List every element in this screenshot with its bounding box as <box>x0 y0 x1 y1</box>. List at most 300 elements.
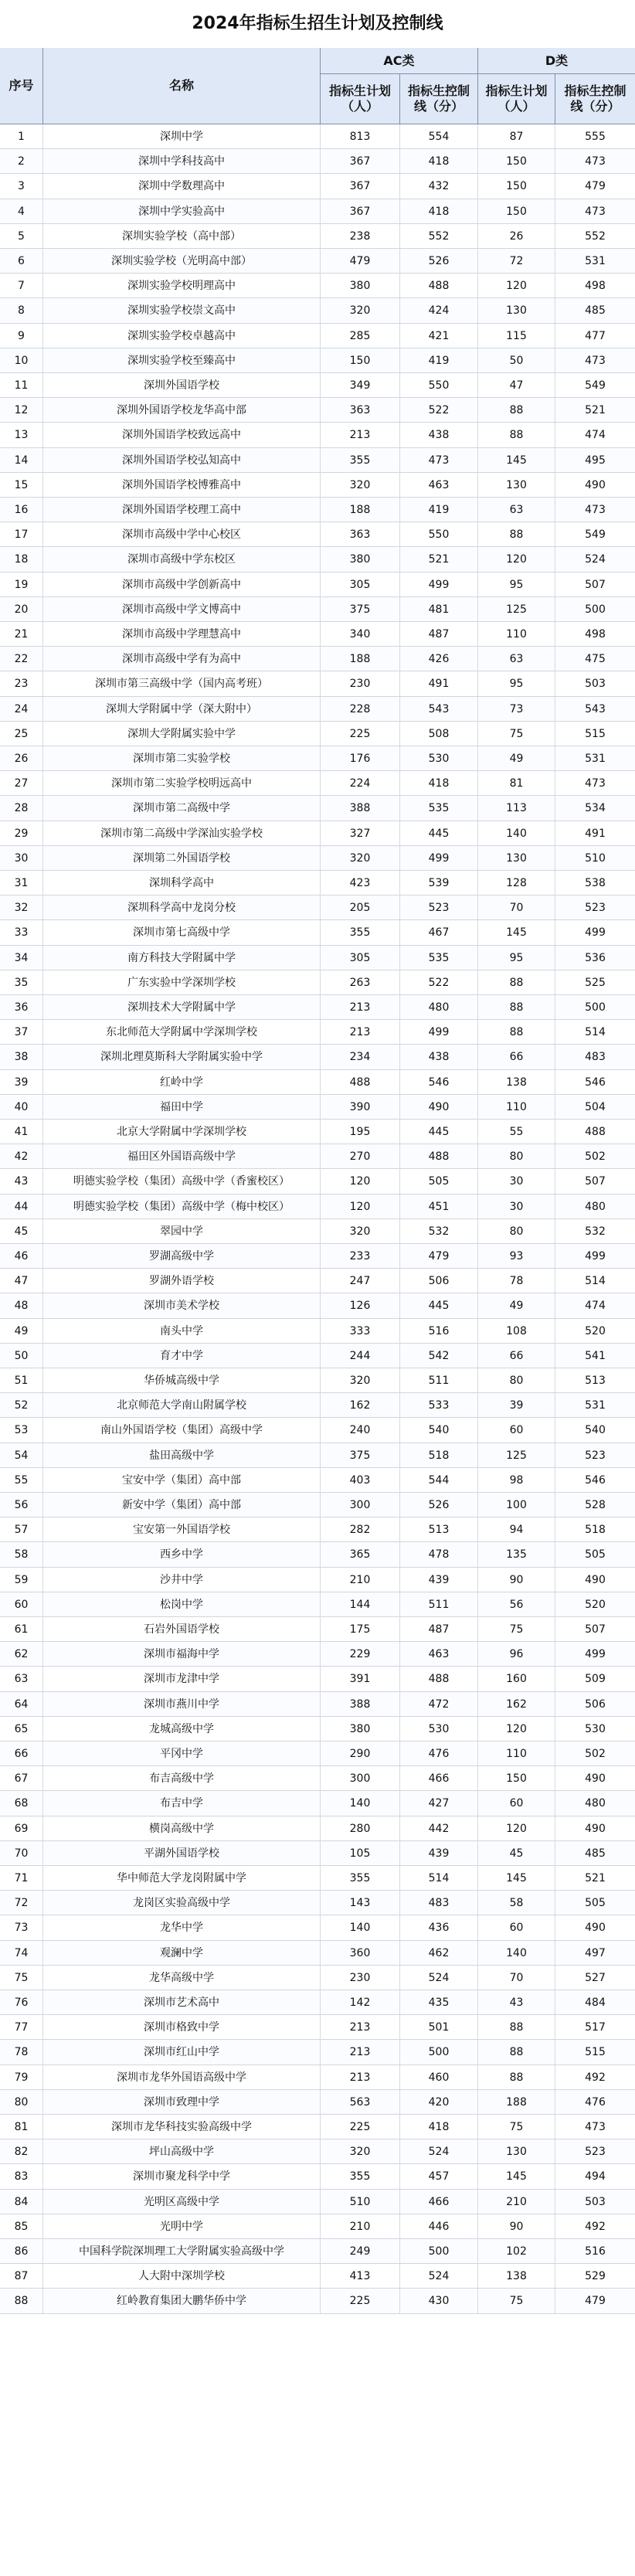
ac-control-score: 462 <box>400 1941 478 1966</box>
table-row <box>0 1816 635 1841</box>
d-plan-count: 88 <box>478 2015 555 2040</box>
school-name: 深圳市第七高级中学 <box>43 920 321 945</box>
ac-control-score: 499 <box>400 573 478 597</box>
row-index: 11 <box>0 373 43 398</box>
row-index: 48 <box>0 1293 43 1318</box>
row-index: 20 <box>0 597 43 622</box>
table-row <box>0 423 635 447</box>
table-row <box>0 1095 635 1120</box>
table-row <box>0 298 635 323</box>
d-control-score: 524 <box>585 553 606 566</box>
ac-control-score: 543 <box>400 697 478 722</box>
row-index: 33 <box>0 920 43 945</box>
ac-plan-count: 479 <box>321 249 400 274</box>
row-index: 49 <box>0 1319 43 1344</box>
table-row <box>0 1866 635 1891</box>
ac-plan-count: 375 <box>321 1443 400 1468</box>
school-name: 深圳外国语学校理工高中 <box>43 498 321 522</box>
ac-plan-count: 230 <box>321 1966 400 1990</box>
d-control-score: 543 <box>585 702 606 715</box>
table-row <box>0 871 635 895</box>
ac-control-score: 418 <box>400 149 478 174</box>
school-name: 平湖外国语学校 <box>43 1841 321 1866</box>
ac-control-score: 466 <box>400 2190 478 2214</box>
table-row <box>0 1742 635 1766</box>
row-index: 10 <box>0 348 43 373</box>
ac-plan-count: 355 <box>321 920 400 945</box>
header-ac-plan: 指标生计划（人） <box>321 74 400 124</box>
d-plan-count: 55 <box>478 1120 555 1144</box>
row-index: 71 <box>0 1866 43 1891</box>
d-plan-count: 96 <box>478 1642 555 1667</box>
ac-control-score: 513 <box>400 1517 478 1542</box>
ac-plan-count: 365 <box>321 1542 400 1567</box>
row-index: 67 <box>0 1766 43 1791</box>
row-index: 73 <box>0 1915 43 1940</box>
d-control-score: 473 <box>585 205 606 218</box>
row-index: 8 <box>0 298 43 323</box>
table-row <box>0 995 635 1020</box>
ac-plan-count: 143 <box>321 1891 400 1915</box>
ac-control-score: 501 <box>400 2015 478 2040</box>
table-row <box>0 2090 635 2115</box>
d-control-score: 546 <box>585 1473 606 1487</box>
table-row <box>0 498 635 522</box>
d-control-score: 497 <box>585 1946 606 1959</box>
school-name: 深圳中学科技高中 <box>43 149 321 174</box>
d-plan-count: 47 <box>478 373 555 398</box>
row-index: 40 <box>0 1095 43 1120</box>
table-row <box>0 2139 635 2164</box>
school-name: 深圳市第二高级中学深汕实验学校 <box>43 821 321 846</box>
row-index: 13 <box>0 423 43 447</box>
ac-control-score: 500 <box>400 2040 478 2065</box>
ac-plan-count: 403 <box>321 1468 400 1493</box>
table-row <box>0 573 635 597</box>
d-plan-count: 128 <box>478 871 555 895</box>
row-index: 38 <box>0 1045 43 1069</box>
ac-control-score: 445 <box>400 1293 478 1318</box>
ac-plan-count: 238 <box>321 224 400 249</box>
ac-plan-count: 563 <box>321 2090 400 2115</box>
row-index: 24 <box>0 697 43 722</box>
ac-control-score: 544 <box>400 1468 478 1493</box>
table-row <box>0 1766 635 1791</box>
school-name: 深圳市致理中学 <box>43 2090 321 2115</box>
d-plan-count: 63 <box>478 647 555 671</box>
table-row <box>0 846 635 871</box>
table-row <box>0 597 635 622</box>
ac-control-score: 426 <box>400 647 478 671</box>
row-index: 59 <box>0 1568 43 1592</box>
ac-plan-count: 320 <box>321 1368 400 1393</box>
d-control-score: 500 <box>585 1001 606 1014</box>
d-plan-count: 75 <box>478 2289 555 2313</box>
d-plan-count: 98 <box>478 1468 555 1493</box>
ac-control-score: 521 <box>400 547 478 572</box>
ac-plan-count: 355 <box>321 1866 400 1891</box>
ac-plan-count: 105 <box>321 1841 400 1866</box>
d-control-score: 516 <box>585 2245 606 2258</box>
header-ac-line: 指标生控制线（分） <box>400 74 478 124</box>
d-control-score: 498 <box>585 628 606 641</box>
row-index: 27 <box>0 771 43 796</box>
ac-plan-count: 213 <box>321 2065 400 2090</box>
ac-plan-count: 423 <box>321 871 400 895</box>
school-name: 龙城高级中学 <box>43 1717 321 1742</box>
d-control-score: 490 <box>585 1573 606 1586</box>
d-control-score: 499 <box>585 1648 606 1661</box>
school-name: 深圳市龙华外国语高级中学 <box>43 2065 321 2090</box>
d-plan-count: 138 <box>478 1070 555 1095</box>
school-name: 深圳第二外国语学校 <box>43 846 321 871</box>
ac-plan-count: 282 <box>321 1517 400 1542</box>
row-index: 17 <box>0 522 43 547</box>
d-control-score: 507 <box>585 578 606 591</box>
d-plan-count: 162 <box>478 1692 555 1717</box>
ac-plan-count: 205 <box>321 895 400 920</box>
row-index: 57 <box>0 1517 43 1542</box>
school-name: 光明中学 <box>43 2214 321 2239</box>
header-d-line: 指标生控制线（分） <box>555 74 635 124</box>
table-row <box>0 1791 635 1816</box>
school-name: 松岗中学 <box>43 1592 321 1617</box>
d-plan-count: 56 <box>478 1592 555 1617</box>
school-name: 布吉中学 <box>43 1791 321 1816</box>
d-plan-count: 43 <box>478 1990 555 2015</box>
d-control-score: 473 <box>585 354 606 367</box>
ac-control-score: 530 <box>400 746 478 771</box>
table-row <box>0 373 635 398</box>
ac-control-score: 487 <box>400 622 478 647</box>
ac-control-score: 467 <box>400 920 478 945</box>
d-plan-count: 210 <box>478 2190 555 2214</box>
row-index: 29 <box>0 821 43 846</box>
school-name: 深圳市聚龙科学中学 <box>43 2164 321 2189</box>
row-index: 61 <box>0 1617 43 1642</box>
d-control-score: 485 <box>585 304 606 318</box>
school-name: 华侨城高级中学 <box>43 1368 321 1393</box>
ac-plan-count: 270 <box>321 1144 400 1169</box>
table-row <box>0 2065 635 2090</box>
table-row <box>0 1319 635 1344</box>
table-row <box>0 473 635 498</box>
school-name: 华中师范大学龙岗附属中学 <box>43 1866 321 1891</box>
ac-plan-count: 225 <box>321 2115 400 2139</box>
ac-control-score: 550 <box>400 522 478 547</box>
ac-control-score: 438 <box>400 423 478 447</box>
ac-control-score: 445 <box>400 1120 478 1144</box>
ac-control-score: 506 <box>400 1269 478 1293</box>
ac-plan-count: 305 <box>321 946 400 970</box>
table-row <box>0 1045 635 1069</box>
d-control-score: 476 <box>585 2095 606 2109</box>
table-header <box>0 48 635 124</box>
table-row <box>0 1269 635 1293</box>
d-plan-count: 39 <box>478 1393 555 1418</box>
d-plan-count: 95 <box>478 573 555 597</box>
ac-control-score: 418 <box>400 771 478 796</box>
d-plan-count: 75 <box>478 2115 555 2139</box>
school-name: 深圳中学实验高中 <box>43 199 321 224</box>
d-plan-count: 93 <box>478 1244 555 1269</box>
row-index: 44 <box>0 1195 43 1219</box>
d-plan-count: 49 <box>478 746 555 771</box>
d-control-score: 488 <box>585 1126 606 1138</box>
ac-control-score: 473 <box>400 448 478 473</box>
row-index: 36 <box>0 995 43 1020</box>
ac-plan-count: 320 <box>321 846 400 871</box>
school-name: 广东实验中学深圳学校 <box>43 970 321 995</box>
table-row <box>0 1542 635 1567</box>
ac-control-score: 418 <box>400 2115 478 2139</box>
d-plan-count: 88 <box>478 2065 555 2090</box>
ac-plan-count: 233 <box>321 1244 400 1269</box>
d-plan-count: 120 <box>478 1816 555 1841</box>
ac-control-score: 514 <box>400 1866 478 1891</box>
header-d-group: D类 <box>478 48 635 74</box>
row-index: 21 <box>0 622 43 647</box>
school-name: 罗湖外语学校 <box>43 1269 321 1293</box>
ac-plan-count: 305 <box>321 573 400 597</box>
table-row <box>0 622 635 647</box>
row-index: 43 <box>0 1169 43 1194</box>
row-index: 23 <box>0 671 43 696</box>
school-name: 深圳市第二实验学校明远高中 <box>43 771 321 796</box>
d-control-score: 494 <box>585 2170 606 2183</box>
ac-plan-count: 210 <box>321 2214 400 2239</box>
d-plan-count: 160 <box>478 1667 555 1691</box>
d-plan-count: 26 <box>478 224 555 249</box>
row-index: 15 <box>0 473 43 498</box>
ac-plan-count: 213 <box>321 423 400 447</box>
row-index: 22 <box>0 647 43 671</box>
d-control-score: 523 <box>585 902 606 915</box>
ac-control-score: 488 <box>400 274 478 298</box>
d-control-score: 480 <box>585 1200 606 1213</box>
table-row <box>0 448 635 473</box>
ac-plan-count: 142 <box>321 1990 400 2015</box>
row-index: 87 <box>0 2264 43 2289</box>
d-control-score: 518 <box>585 1524 606 1537</box>
d-plan-count: 81 <box>478 771 555 796</box>
table-row <box>0 149 635 174</box>
ac-control-score: 550 <box>400 373 478 398</box>
d-plan-count: 120 <box>478 1717 555 1742</box>
header-name: 名称 <box>43 48 321 124</box>
d-control-score: 515 <box>585 727 606 740</box>
table-row <box>0 1568 635 1592</box>
d-plan-count: 60 <box>478 1915 555 1940</box>
d-plan-count: 70 <box>478 895 555 920</box>
table-row <box>0 1468 635 1493</box>
d-plan-count: 66 <box>478 1344 555 1368</box>
d-plan-count: 88 <box>478 398 555 423</box>
d-control-score: 529 <box>585 2270 606 2283</box>
table-row <box>0 697 635 722</box>
row-index: 52 <box>0 1393 43 1418</box>
d-plan-count: 94 <box>478 1517 555 1542</box>
header-index: 序号 <box>0 48 43 124</box>
ac-plan-count: 234 <box>321 1045 400 1069</box>
ac-plan-count: 367 <box>321 199 400 224</box>
ac-plan-count: 390 <box>321 1095 400 1120</box>
school-name: 明德实验学校（集团）高级中学（香蜜校区） <box>43 1169 321 1194</box>
school-name: 深圳市格致中学 <box>43 2015 321 2040</box>
d-control-score: 475 <box>585 653 606 666</box>
school-name: 深圳实验学校崇文高中 <box>43 298 321 323</box>
table-row <box>0 1517 635 1542</box>
d-control-score: 479 <box>585 180 606 193</box>
ac-plan-count: 228 <box>321 697 400 722</box>
ac-control-score: 446 <box>400 2214 478 2239</box>
row-index: 64 <box>0 1692 43 1717</box>
ac-control-score: 522 <box>400 398 478 423</box>
school-name: 深圳实验学校（高中部） <box>43 224 321 249</box>
table-row <box>0 1144 635 1169</box>
ac-plan-count: 363 <box>321 398 400 423</box>
d-plan-count: 130 <box>478 473 555 498</box>
d-control-score: 532 <box>585 1225 606 1238</box>
d-control-score: 520 <box>585 1324 606 1337</box>
school-name: 深圳市红山中学 <box>43 2040 321 2065</box>
school-name: 西乡中学 <box>43 1542 321 1567</box>
d-plan-count: 120 <box>478 547 555 572</box>
d-plan-count: 113 <box>478 796 555 821</box>
school-name: 深圳北理莫斯科大学附属实验中学 <box>43 1045 321 1069</box>
table-row <box>0 920 635 945</box>
ac-control-score: 511 <box>400 1368 478 1393</box>
ac-plan-count: 263 <box>321 970 400 995</box>
ac-plan-count: 360 <box>321 1941 400 1966</box>
d-control-score: 509 <box>585 1673 606 1686</box>
row-index: 85 <box>0 2214 43 2239</box>
d-plan-count: 70 <box>478 1966 555 1990</box>
ac-control-score: 460 <box>400 2065 478 2090</box>
table-row <box>0 1368 635 1393</box>
school-name: 深圳技术大学附属中学 <box>43 995 321 1020</box>
ac-control-score: 480 <box>400 995 478 1020</box>
table-row <box>0 895 635 920</box>
row-index: 72 <box>0 1891 43 1915</box>
school-name: 育才中学 <box>43 1344 321 1368</box>
table-row <box>0 946 635 970</box>
row-index: 80 <box>0 2090 43 2115</box>
d-plan-count: 140 <box>478 1941 555 1966</box>
d-plan-count: 87 <box>478 124 555 149</box>
ac-plan-count: 380 <box>321 1717 400 1742</box>
row-index: 70 <box>0 1841 43 1866</box>
ac-control-score: 432 <box>400 174 478 199</box>
row-index: 1 <box>0 124 43 149</box>
table-row <box>0 2190 635 2214</box>
table-row <box>0 1070 635 1095</box>
ac-plan-count: 225 <box>321 2289 400 2313</box>
school-name: 深圳实验学校（光明高中部） <box>43 249 321 274</box>
row-index: 34 <box>0 946 43 970</box>
d-control-score: 502 <box>585 1748 606 1760</box>
table-row <box>0 1642 635 1667</box>
table-row <box>0 1891 635 1915</box>
ac-plan-count: 391 <box>321 1667 400 1691</box>
d-control-score: 531 <box>585 255 606 267</box>
row-index: 28 <box>0 796 43 821</box>
table-row <box>0 2115 635 2139</box>
d-control-score: 505 <box>585 1548 606 1562</box>
d-plan-count: 150 <box>478 149 555 174</box>
school-name: 明德实验学校（集团）高级中学（梅中校区） <box>43 1195 321 1219</box>
ac-plan-count: 320 <box>321 1219 400 1244</box>
school-name: 深圳市第三高级中学（国内高考班） <box>43 671 321 696</box>
ac-plan-count: 140 <box>321 1915 400 1940</box>
school-name: 深圳市高级中学创新高中 <box>43 573 321 597</box>
ac-plan-count: 162 <box>321 1393 400 1418</box>
ac-plan-count: 213 <box>321 2015 400 2040</box>
row-index: 30 <box>0 846 43 871</box>
school-name: 翠园中学 <box>43 1219 321 1244</box>
ac-plan-count: 244 <box>321 1344 400 1368</box>
d-plan-count: 100 <box>478 1493 555 1517</box>
ac-control-score: 478 <box>400 1542 478 1567</box>
table-row <box>0 2040 635 2065</box>
d-control-score: 479 <box>585 2295 606 2308</box>
table-row <box>0 1915 635 1940</box>
row-index: 47 <box>0 1269 43 1293</box>
school-name: 深圳市福海中学 <box>43 1642 321 1667</box>
school-name: 布吉高级中学 <box>43 1766 321 1791</box>
school-name: 深圳市高级中学东校区 <box>43 547 321 572</box>
d-control-score: 520 <box>585 1598 606 1611</box>
table-row <box>0 647 635 671</box>
row-index: 88 <box>0 2289 43 2313</box>
school-name: 深圳中学数理高中 <box>43 174 321 199</box>
d-control-score: 507 <box>585 1623 606 1636</box>
school-name: 深圳市美术学校 <box>43 1293 321 1318</box>
d-plan-count: 102 <box>478 2239 555 2264</box>
table-row <box>0 796 635 821</box>
ac-plan-count: 510 <box>321 2190 400 2214</box>
ac-plan-count: 375 <box>321 597 400 622</box>
row-index: 9 <box>0 324 43 348</box>
d-plan-count: 90 <box>478 1568 555 1592</box>
d-control-score: 515 <box>585 2046 606 2059</box>
ac-control-score: 463 <box>400 473 478 498</box>
row-index: 60 <box>0 1592 43 1617</box>
d-control-score: 534 <box>585 802 606 815</box>
ac-control-score: 524 <box>400 2264 478 2289</box>
ac-control-score: 466 <box>400 1766 478 1791</box>
d-control-score: 525 <box>585 976 606 989</box>
d-control-score: 530 <box>585 1722 606 1735</box>
d-control-score: 552 <box>585 229 606 243</box>
d-control-score: 549 <box>585 528 606 542</box>
d-control-score: 505 <box>585 1897 606 1910</box>
table-row <box>0 274 635 298</box>
ac-control-score: 552 <box>400 224 478 249</box>
ac-plan-count: 213 <box>321 995 400 1020</box>
ac-plan-count: 363 <box>321 522 400 547</box>
table-row <box>0 1841 635 1866</box>
table-row <box>0 1344 635 1368</box>
ac-control-score: 479 <box>400 1244 478 1269</box>
ac-plan-count: 813 <box>321 124 400 149</box>
row-index: 58 <box>0 1542 43 1567</box>
d-plan-count: 138 <box>478 2264 555 2289</box>
ac-control-score: 445 <box>400 821 478 846</box>
ac-control-score: 421 <box>400 324 478 348</box>
ac-control-score: 488 <box>400 1144 478 1169</box>
ac-control-score: 487 <box>400 1617 478 1642</box>
